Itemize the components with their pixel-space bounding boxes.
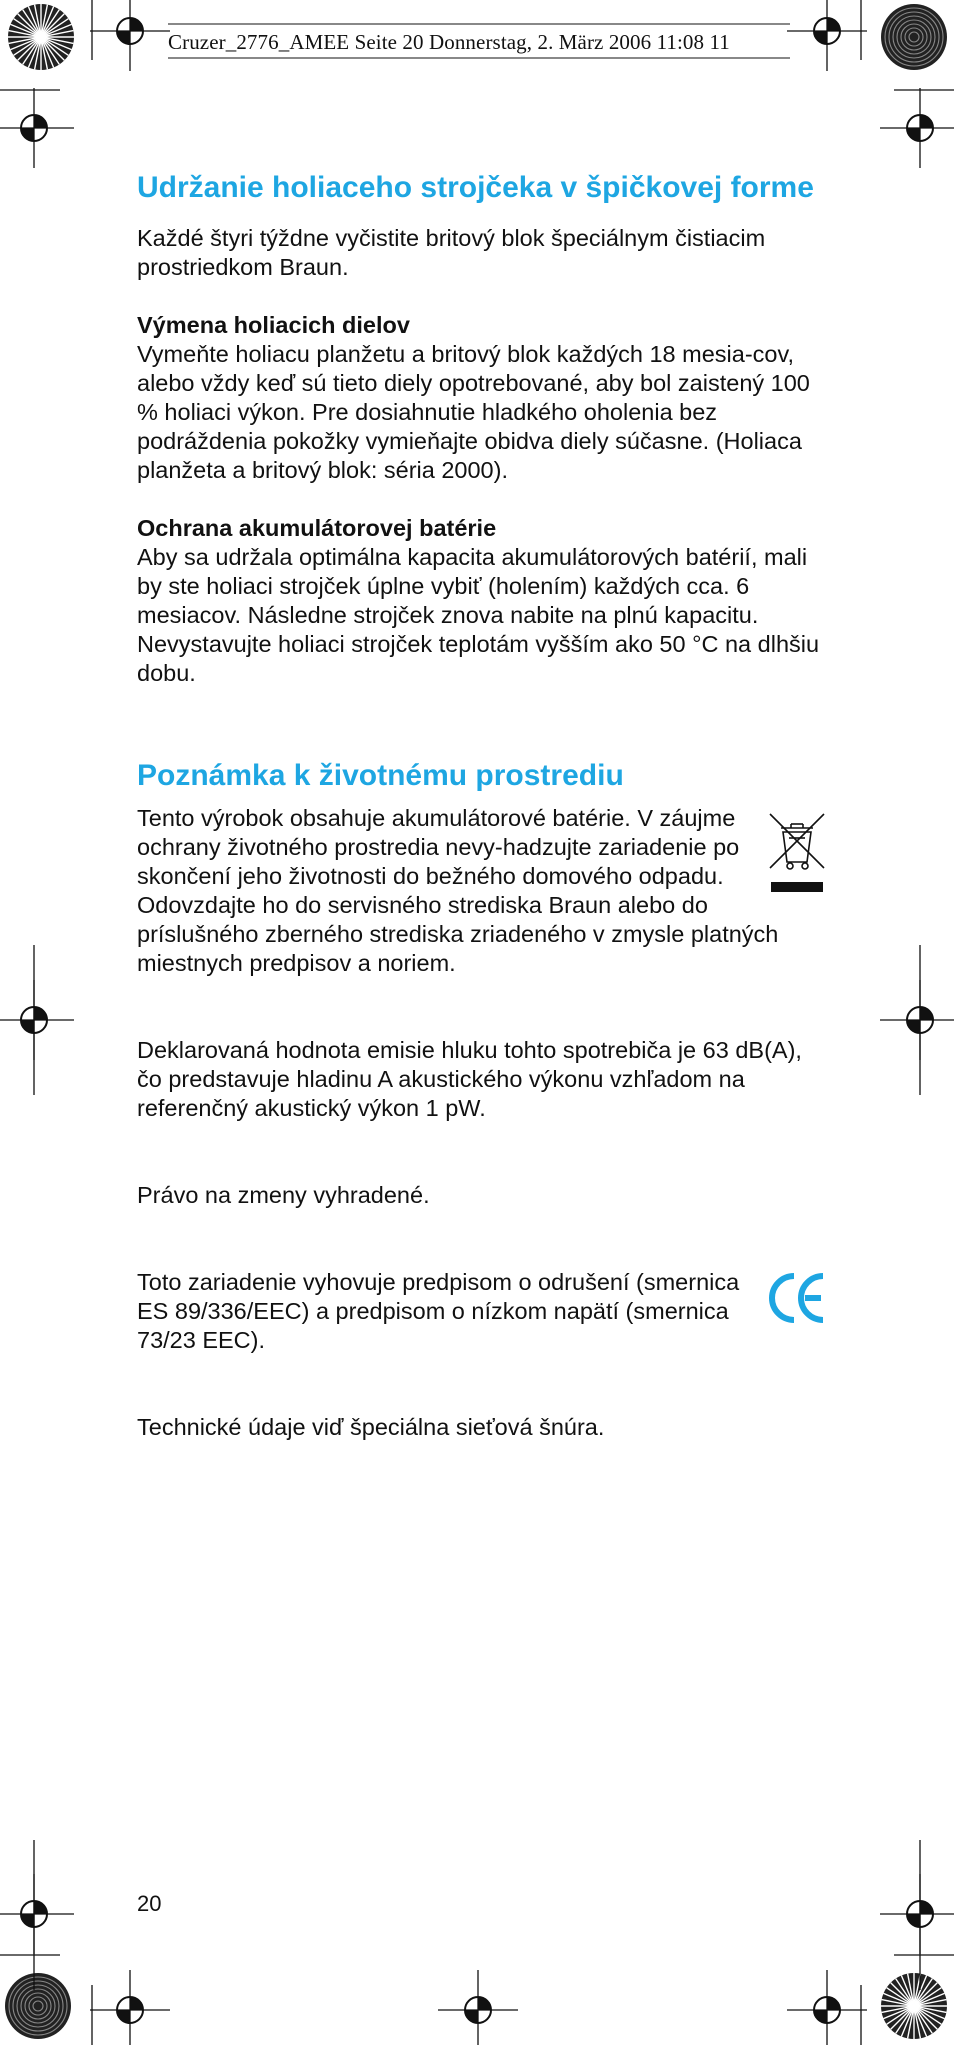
cleaning-text: Každé štyri týždne vyčistite britový blok špeciálnym čistiacim prostriedkom Braun. (137, 225, 766, 280)
color-target-rings-icon (881, 4, 947, 70)
registration-mark-icon (880, 1874, 954, 1954)
registration-mark-icon (0, 1874, 74, 1954)
color-target-star-icon (8, 4, 74, 70)
print-slug: Cruzer_2776_AMEE Seite 20 Donnerstag, 2. März 2006 11:08 11 (168, 30, 730, 54)
registration-mark-icon (0, 88, 74, 168)
crossed-out-wheelie-bin-icon (767, 810, 827, 896)
rights-text: Právo na zmeny vyhradené. (137, 1182, 430, 1208)
main-content (137, 172, 827, 1442)
compliance-text: Toto zariadenie vyhovuje predpisom o odrušení (smernica ES 89/336/EEC) a predpisom o nízkom napätí (smernica 73/23 EEC). (137, 1269, 740, 1353)
page-number: 20 (137, 1891, 162, 1916)
registration-mark-icon (880, 980, 954, 1060)
environment-text: Tento výrobok obsahuje akumulátorové batérie. V záujme ochrany životného prostredia nevy-hadzujte zariadenie po skončení jeho životnosti do bežného domového odpadu. Odovzdajte ho do servisného strediska Braun alebo do príslušného zberného strediska zriadeného v zmysle platných miestnych predpisov a noriem. (137, 805, 779, 976)
technical-text: Technické údaje viď špeciálna sieťová šnúra. (137, 1414, 605, 1440)
subheading-battery: Ochrana akumulátorovej batérie (137, 515, 497, 541)
ce-mark-icon (767, 1270, 827, 1326)
color-target-star-icon (881, 1973, 947, 2039)
registration-mark-icon (880, 88, 954, 168)
compliance-block (137, 1268, 827, 1355)
replacement-text: Vymeňte holiacu planžetu a britový blok každých 18 mesia-cov, alebo vždy keď sú tieto diely opotrebované, aby bol zaistený 100 % holiaci výkon. Pre dosiahnutie hladkého oholenia bez podráždenia pokožky vymieňajte obidva diely súčasne. (Holiaca planžeta a britový blok: séria 2000). (137, 341, 810, 483)
environment-block (137, 804, 827, 978)
color-target-rings-icon (5, 1973, 71, 2039)
registration-mark-icon (787, 0, 867, 71)
section-title-environment: Poznámka k životnému prostrediu (137, 759, 624, 792)
registration-mark-icon (438, 1970, 518, 2045)
subheading-replacement: Výmena holiacich dielov (137, 312, 410, 338)
registration-mark-icon (787, 1970, 867, 2045)
section-title-maintenance: Udržanie holiaceho strojčeka v špičkovej forme (137, 171, 814, 204)
battery-text: Aby sa udržala optimálna kapacita akumulátorových batérií, mali by ste holiaci strojček úplne vybiť (holením) každých cca. 6 mesiacov. Následne strojček znova nabite na plnú kapacitu. Nevystavujte holiaci strojček teplotám vyšším ako 50 °C na dlhšiu dobu. (137, 544, 820, 686)
registration-mark-icon (90, 0, 170, 71)
registration-mark-icon (0, 980, 74, 1060)
registration-mark-icon (90, 1970, 170, 2045)
noise-text: Deklarovaná hodnota emisie hluku tohto spotrebiča je 63 dB(A), čo predstavuje hladinu A akustického výkonu vzhľadom na referenčný akustický výkon 1 pW. (137, 1037, 802, 1121)
